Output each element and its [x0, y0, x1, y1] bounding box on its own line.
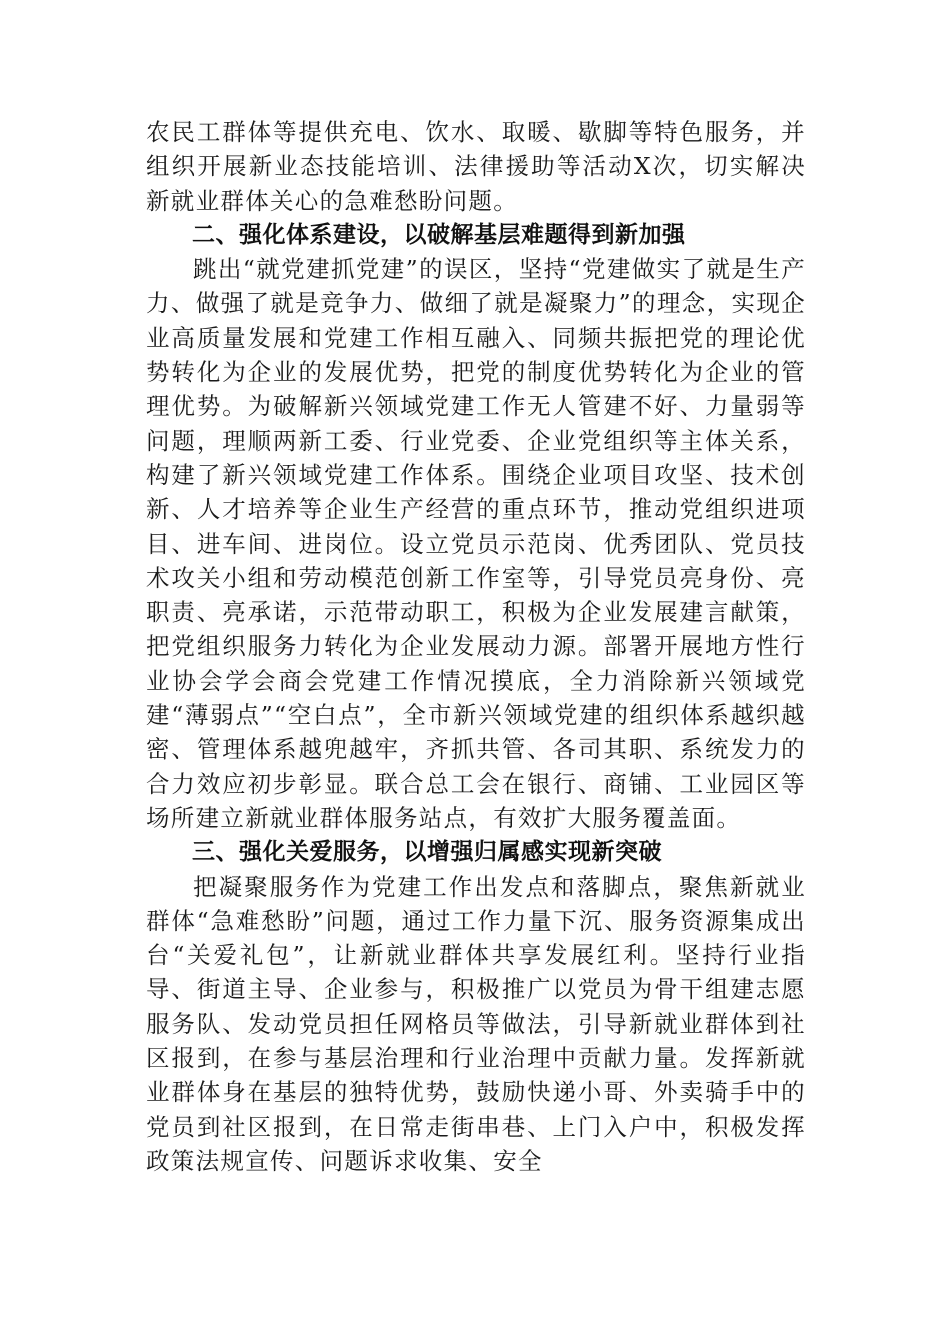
document-body: [146, 115, 806, 1178]
paragraph-continuation: 农民工群体等提供充电、饮水、取暖、歇脚等特色服务，并组织开展新业态技能培训、法律援助等活动X次，切实解决新就业群体关心的急难愁盼问题。: [146, 118, 806, 215]
section-2-paragraph: 跳出“就党建抓党建”的误区，坚持“党建做实了就是生产力、做强了就是竞争力、做细了就是凝聚力”的理念，实现企业高质量发展和党建工作相互融入、同频共振把党的理论优势转化为企业的发展优势，把党的制度优势转化为企业的管理优势。为破解新兴领域党建工作无人管建不好、力量弱等问题，理顺两新工委、行业党委、企业党组织等主体关系，构建了新兴领域党建工作体系。围绕企业项目攻坚、技术创新、人才培养等企业生产经营的重点环节，推动党组织进项目、进车间、进岗位。设立党员示范岗、优秀团队、党员技术攻关小组和劳动模范创新工作室等，引导党员亮身份、亮职责、亮承诺，示范带动职工，积极为企业发展建言献策，把党组织服务力转化为企业发展动力源。部署开展地方性行业协会学会商会党建工作情况摸底，全力消除新兴领域党建“薄弱点”“空白点”，全市新兴领域党建的组织体系越织越密、管理体系越兜越牢，齐抓共管、各司其职、系统发力的合力效应初步彰显。联合总工会在银行、商铺、工业园区等场所建立新就业群体服务站点，有效扩大服务覆盖面。: [146, 255, 806, 832]
section-3-paragraph: 把凝聚服务作为党建工作出发点和落脚点，聚焦新就业群体“急难愁盼”问题，通过工作力量下沉、服务资源集成出台“关爱礼包”，让新就业群体共享发展红利。坚持行业指导、街道主导、企业参与，积极推广以党员为骨干组建志愿服务队、发动党员担任网格员等做法，引导新就业群体到社区报到，在参与基层治理和行业治理中贡献力量。发挥新就业群体身在基层的独特优势，鼓励快递小哥、外卖骑手中的党员到社区报到，在日常走街串巷、上门入户中，积极发挥政策法规宣传、问题诉求收集、安全: [146, 872, 806, 1175]
section-heading-2: 二、强化体系建设，以破解基层难题得到新加强: [192, 221, 686, 248]
section-heading-3: 三、强化关爱服务，以增强归属感实现新突破: [192, 839, 662, 866]
